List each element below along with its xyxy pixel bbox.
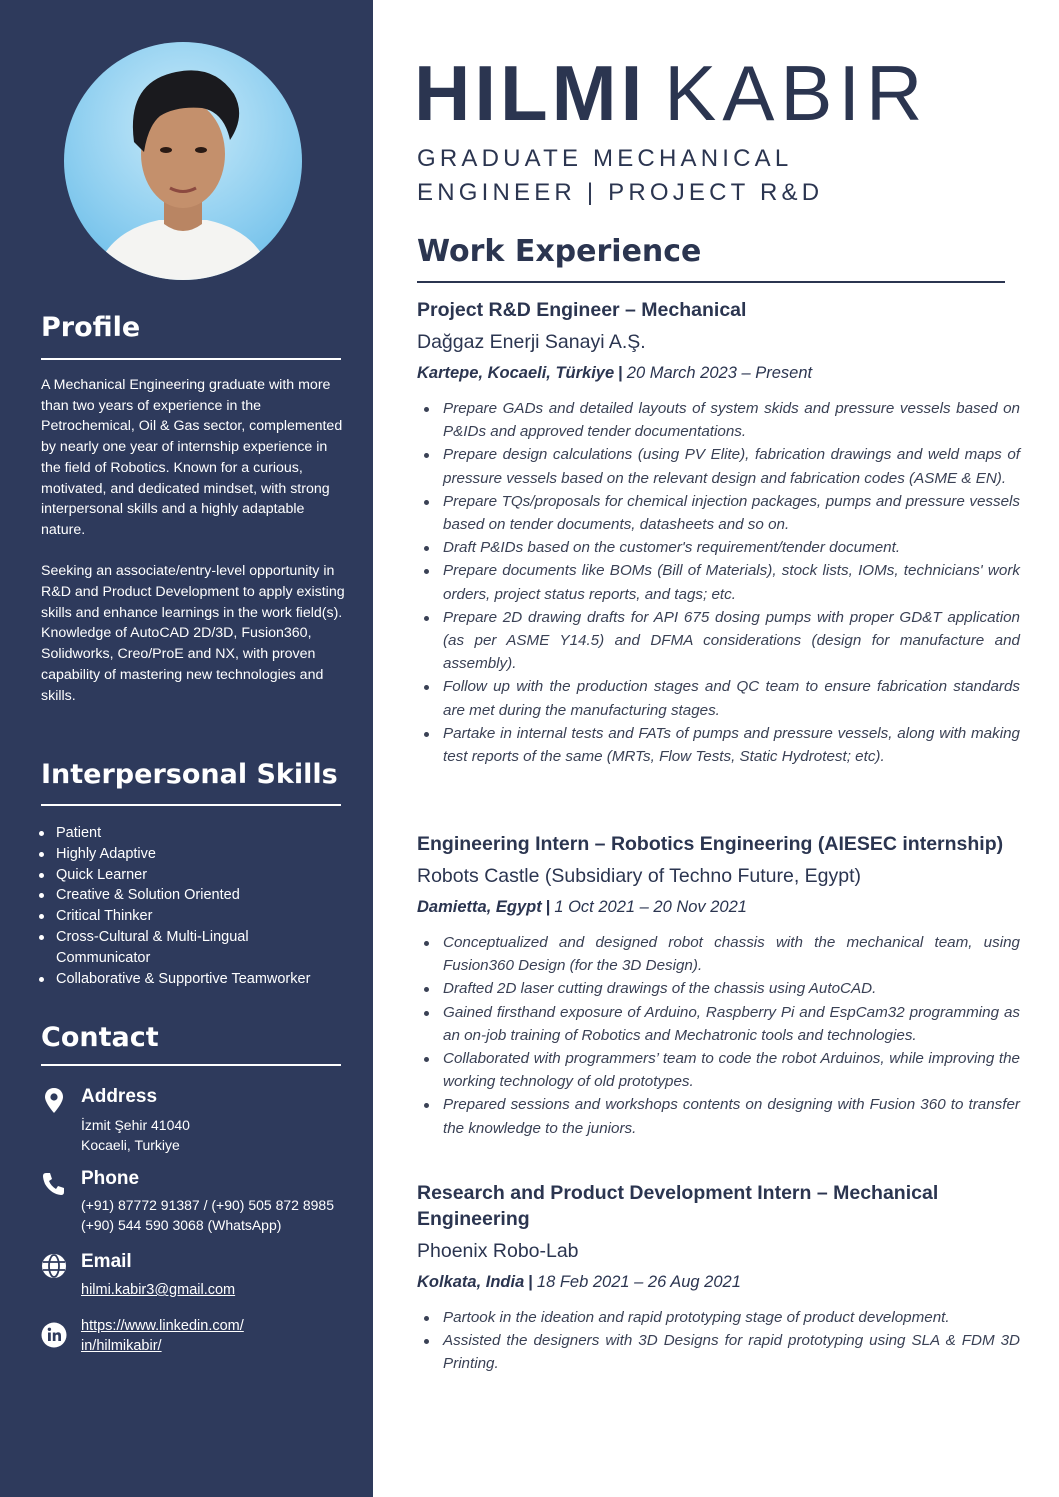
address-line: Kocaeli, Turkiye	[81, 1136, 180, 1153]
job-bullet: Drafted 2D laser cutting drawings of the chassis using AutoCAD.	[443, 977, 1020, 1000]
job-dates: 18 Feb 2021 – 26 Aug 2021	[536, 1273, 741, 1291]
job-title: Research and Product Development Intern – Mechanical Engineering	[417, 1182, 939, 1230]
job-bullet: Partook in the ideation and rapid prototyping stage of product development.	[443, 1306, 1020, 1329]
job-dates: 20 March 2023 – Present	[626, 364, 813, 382]
contact-divider	[41, 1064, 341, 1066]
job-meta: Kolkata, India | 18 Feb 2021 – 26 Aug 2021	[417, 1273, 741, 1291]
phone-label: Phone	[81, 1168, 140, 1189]
sidebar	[0, 0, 373, 1497]
contact-heading: Contact	[41, 1022, 159, 1053]
linkedin-url-line[interactable]: https://www.linkedin.com/	[81, 1318, 244, 1334]
job-bullet: Partake in internal tests and FATs of pumps and pressure vessels, along with making test reports of the same (MRTs, Flow Tests, Static Hydrotest; etc).	[443, 722, 1020, 768]
profile-divider	[41, 358, 341, 360]
skill-item: Critical Thinker	[38, 906, 338, 927]
role-line: ENGINEER | PROJECT R&D	[417, 179, 824, 206]
job-bullet: Gained firsthand exposure of Arduino, Raspberry Pi and EspCam32 programming as an on-job training of Robotics and Mechatronic tools and technologies.	[443, 1001, 1020, 1047]
candidate-name	[414, 50, 928, 136]
job-meta: Damietta, Egypt | 1 Oct 2021 – 20 Nov 2021	[417, 898, 747, 916]
job-bullet: Prepare TQs/proposals for chemical injection packages, pumps and pressure vessels based on tender documents, datasheets and so on.	[443, 490, 1020, 536]
email-label: Email	[81, 1251, 132, 1272]
job-bullet: Follow up with the production stages and QC team to ensure fabrication standards are met during the manufacturing stages.	[443, 675, 1020, 721]
job-bullet: Assisted the designers with 3D Designs for rapid prototyping using SLA & FDM 3D Printing.	[443, 1329, 1020, 1375]
job-responsibilities	[443, 931, 1020, 1140]
skill-item: Creative & Solution Oriented	[38, 885, 338, 906]
job-bullet: Prepare documents like BOMs (Bill of Materials), stock lists, IOMs, technicians' work orders, project status reports, and tags; etc.	[443, 559, 1020, 605]
person-portrait-icon	[64, 42, 302, 280]
phone-numbers	[81, 1196, 334, 1235]
address-text	[81, 1116, 190, 1155]
job-bullet: Prepare 2D drawing drafts for API 675 dosing pumps with proper GD&T application (as per ASME Y14.5) and DFMA considerations (design for manufacture and assembly).	[443, 606, 1020, 676]
job-company: Dağgaz Enerji Sanayi A.Ş.	[417, 331, 646, 353]
skill-item: Quick Learner	[38, 865, 338, 886]
skill-item: Highly Adaptive	[38, 844, 338, 865]
skills-divider	[41, 804, 341, 806]
job-company: Phoenix Robo-Lab	[417, 1240, 579, 1262]
globe-icon	[40, 1252, 68, 1280]
profile-paragraph: A Mechanical Engineering graduate with more than two years of experience in the Petrochemical, Oil & Gas sector, complemented by nearly one year of internship experience in the field of Robotics. Known for a curious, motivated, and dedicated mindset, with strong interpersonal skills and a highly adaptable nature.	[41, 377, 343, 538]
phone-line[interactable]: (+90) 544 590 3068 (WhatsApp)	[81, 1216, 282, 1233]
job-dates: 1 Oct 2021 – 20 Nov 2021	[554, 898, 747, 916]
linkedin-icon	[40, 1321, 68, 1349]
role-line: GRADUATE MECHANICAL	[417, 145, 793, 172]
job-location: Kartepe, Kocaeli, Türkiye	[417, 364, 615, 382]
job-bullet: Prepare design calculations (using PV Elite), fabrication drawings and weld maps of pressure vessels based on the relevant design and fabrication codes (ASME & EN).	[443, 443, 1020, 489]
profile-paragraph: Seeking an associate/entry-level opportunity in R&D and Product Development to apply existing skills and enhance learnings in the work field(s). Knowledge of AutoCAD 2D/3D, Fusion360, Solidworks, Creo/ProE and NX, with proven capability of mastering new technologies and skills.	[41, 563, 345, 704]
job-bullet: Draft P&IDs based on the customer's requirement/tender document.	[443, 536, 1020, 559]
last-name: KABIR	[664, 49, 929, 137]
skill-item: Cross-Cultural & Multi-Lingual Communicator	[38, 927, 338, 969]
work-experience-heading: Work Experience	[417, 234, 702, 269]
address-label: Address	[81, 1086, 158, 1107]
address-line: İzmit Şehir 41040	[81, 1117, 190, 1133]
linkedin-link[interactable]	[81, 1317, 244, 1356]
phone-icon	[40, 1170, 68, 1198]
profile-photo	[64, 42, 302, 280]
skill-item: Collaborative & Supportive Teamworker	[38, 969, 338, 990]
job-location: Kolkata, India	[417, 1273, 525, 1291]
job-responsibilities	[443, 397, 1020, 768]
job-company: Robots Castle (Subsidiary of Techno Future, Egypt)	[417, 865, 862, 887]
location-pin-icon	[40, 1086, 68, 1114]
job-title: Engineering Intern – Robotics Engineering (AIESEC internship)	[417, 833, 1004, 855]
phone-line[interactable]: (+91) 87772 91387 / (+90) 505 872 8985	[81, 1197, 334, 1213]
job-bullet: Prepare GADs and detailed layouts of system skids and pressure vessels based on P&IDs and approved tender documentations.	[443, 397, 1020, 443]
linkedin-url-line[interactable]: in/hilmikabir/	[81, 1337, 162, 1354]
job-bullet: Prepared sessions and workshops contents on designing with Fusion 360 to transfer the knowledge to the juniors.	[443, 1093, 1020, 1139]
job-title: Project R&D Engineer – Mechanical	[417, 299, 747, 321]
job-location: Damietta, Egypt	[417, 898, 542, 916]
skill-item: Patient	[38, 823, 338, 844]
profile-heading: Profile	[41, 312, 141, 343]
job-responsibilities	[443, 1306, 1020, 1376]
job-bullet: Collaborated with programmers’ team to code the robot Arduinos, while improving the working technology of old prototypes.	[443, 1047, 1020, 1093]
profile-summary	[41, 375, 346, 706]
work-experience-divider	[417, 281, 1005, 283]
email-link[interactable]: hilmi.kabir3@gmail.com	[81, 1282, 236, 1298]
job-bullet: Conceptualized and designed robot chassis with the mechanical team, using Fusion360 Design (for the 3D Design).	[443, 931, 1020, 977]
job-role-title	[417, 142, 823, 210]
first-name: HILMI	[414, 49, 647, 137]
job-meta: Kartepe, Kocaeli, Türkiye | 20 March 2023 – Present	[417, 364, 813, 382]
skills-list	[38, 823, 338, 989]
skills-heading: Interpersonal Skills	[41, 759, 338, 790]
